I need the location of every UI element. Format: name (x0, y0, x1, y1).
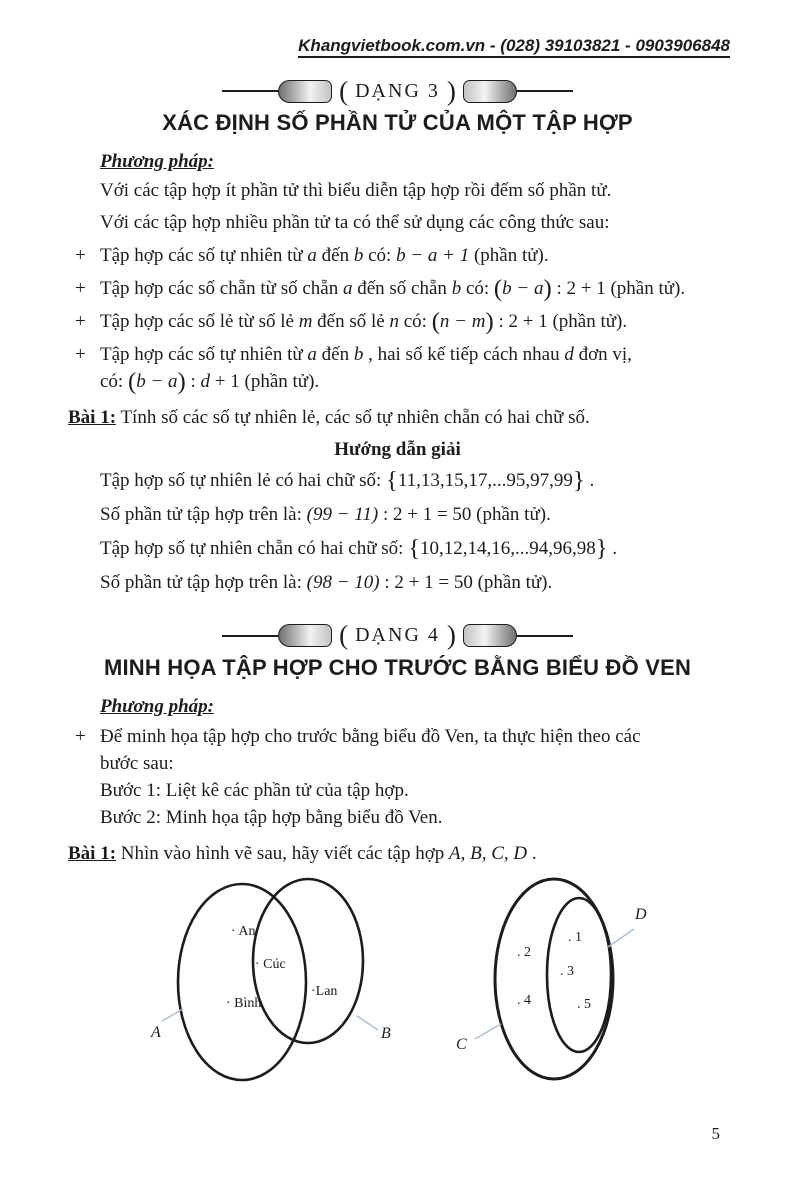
point-2: . 2 (517, 945, 531, 961)
solution-line-1: Tập hợp số tự nhiên lẻ có hai chữ số: {11,13,15,17,...95,97,99} . (100, 466, 595, 494)
dang4-method-bullet (75, 724, 730, 832)
method-step-1: Bước 1: Liệt kê các phần tử của tập hợp. (100, 779, 409, 801)
bullet-plus-marker: + (75, 343, 86, 365)
formula-bullet-natural-range (75, 243, 730, 270)
formula-text: Tập hợp các số lẻ từ số lẻ m đến số lẻ n có: (n − m) : 2 + 1 (phần tử). (100, 307, 628, 335)
dang3-intro-line-1: Với các tập hợp ít phần tử thì biểu diễn tập hợp rồi đếm số phần tử. (100, 180, 612, 201)
exercise-label: Bài 1: (68, 842, 117, 864)
formula-text: Tập hợp các số tự nhiên từ a đến b có: b − a + 1 (phần tử). (100, 244, 549, 266)
pointer-line-d (608, 929, 634, 947)
solution-heading: Hướng dẫn giải (334, 438, 461, 460)
formula-text: Tập hợp các số chẵn từ số chẵn a đến số chẵn b có: (b − a) : 2 + 1 (phần tử). (100, 274, 686, 302)
exercise-text: Tính số các số tự nhiên lẻ, các số tự nhiên chẵn có hai chữ số. (120, 406, 590, 428)
dang4-title: MINH HỌA TẬP HỢP CHO TRƯỚC BẰNG BIỂU ĐỒ VEN (103, 654, 692, 680)
point-3: . 3 (560, 964, 574, 980)
banner-paren-close: ) (446, 620, 456, 651)
solution-line-2: Số phần tử tập hợp trên là: (99 − 11) : 2 + 1 = 50 (phần tử). (100, 503, 551, 525)
dang4-banner-label: DẠNG 4 (355, 624, 440, 647)
bullet-plus-marker: + (75, 310, 86, 332)
method-bullet-line2: bước sau: (100, 752, 174, 774)
formula-bullet-step-d (75, 342, 730, 396)
method-bullet-line1: Để minh họa tập hợp cho trước bằng biểu đồ Ven, ta thực hiện theo các (100, 725, 641, 747)
dang3-banner (65, 76, 730, 106)
solution-line-4: Số phần tử tập hợp trên là: (98 − 10) : 2 + 1 = 50 (phần tử). (100, 571, 553, 593)
point-4: . 4 (517, 993, 531, 1009)
exercise-label: Bài 1: (68, 406, 117, 428)
banner-paren-open: ( (339, 620, 349, 651)
dang4-exercise-1 (68, 841, 730, 868)
point-cuc: · Cúc (255, 957, 286, 973)
label-set-d: D (635, 906, 647, 924)
pointer-line-c (475, 1024, 501, 1039)
point-an: · An (231, 924, 256, 940)
bullet-plus-marker: + (75, 725, 86, 747)
dang3-intro-line-2: Với các tập hợp nhiều phần tử ta có thể sử dụng các công thức sau: (100, 211, 610, 233)
dang3-exercise-1 (68, 405, 730, 432)
dang4-banner (65, 621, 730, 651)
venn-diagram-svg (65, 871, 745, 1099)
banner-line-left (222, 635, 278, 637)
point-lan: ·Lan (311, 984, 338, 1000)
ellipse-set-d (547, 898, 611, 1052)
formula-text-line2: có: (b − a) : d + 1 (phần tử). (100, 367, 320, 395)
dang3-title: XÁC ĐỊNH SỐ PHẦN TỬ CỦA MỘT TẬP HỢP (162, 110, 633, 135)
method-step-2: Bước 2: Minh họa tập hợp bằng biểu đồ Ven. (100, 806, 443, 828)
banner-scroll-left (278, 624, 332, 647)
point-1: . 1 (568, 930, 582, 946)
banner-line-left (222, 90, 278, 92)
exercise-text: Nhìn vào hình vẽ sau, hãy viết các tập hợp A, B, C, D . (120, 842, 537, 864)
solution-line-3: Tập hợp số tự nhiên chẵn có hai chữ số: {10,12,14,16,...94,96,98} . (100, 534, 618, 562)
point-binh: · Bình (226, 996, 262, 1012)
dang4-method-heading: Phương pháp: (100, 695, 214, 717)
dang3-banner-label: DẠNG 3 (355, 79, 440, 102)
publisher-header (65, 36, 730, 56)
ellipse-set-a (178, 884, 306, 1080)
label-set-c: C (456, 1036, 467, 1054)
banner-line-right (517, 635, 573, 637)
banner-paren-open: ( (339, 75, 349, 106)
bullet-plus-marker: + (75, 277, 86, 299)
label-set-a: A (151, 1024, 161, 1042)
pointer-line-a (162, 1009, 183, 1021)
venn-diagram-figure (65, 871, 730, 1099)
banner-line-right (517, 90, 573, 92)
page-number: 5 (711, 1124, 720, 1143)
banner-scroll-right (463, 624, 517, 647)
formula-text-line1: Tập hợp các số tự nhiên từ a đến b , hai số kế tiếp cách nhau d đơn vị, (100, 343, 632, 365)
formula-bullet-even-range (75, 276, 730, 303)
pointer-line-b (357, 1016, 378, 1030)
bullet-plus-marker: + (75, 244, 86, 266)
formula-bullet-odd-range (75, 309, 730, 336)
banner-scroll-left (278, 80, 332, 103)
dang3-method-heading: Phương pháp: (100, 151, 214, 172)
point-5: . 5 (577, 997, 591, 1013)
banner-paren-close: ) (446, 75, 456, 106)
label-set-b: B (381, 1025, 391, 1043)
publisher-contact-line: Khangvietbook.com.vn - (028) 39103821 - 0903906848 (298, 36, 730, 58)
banner-scroll-right (463, 80, 517, 103)
